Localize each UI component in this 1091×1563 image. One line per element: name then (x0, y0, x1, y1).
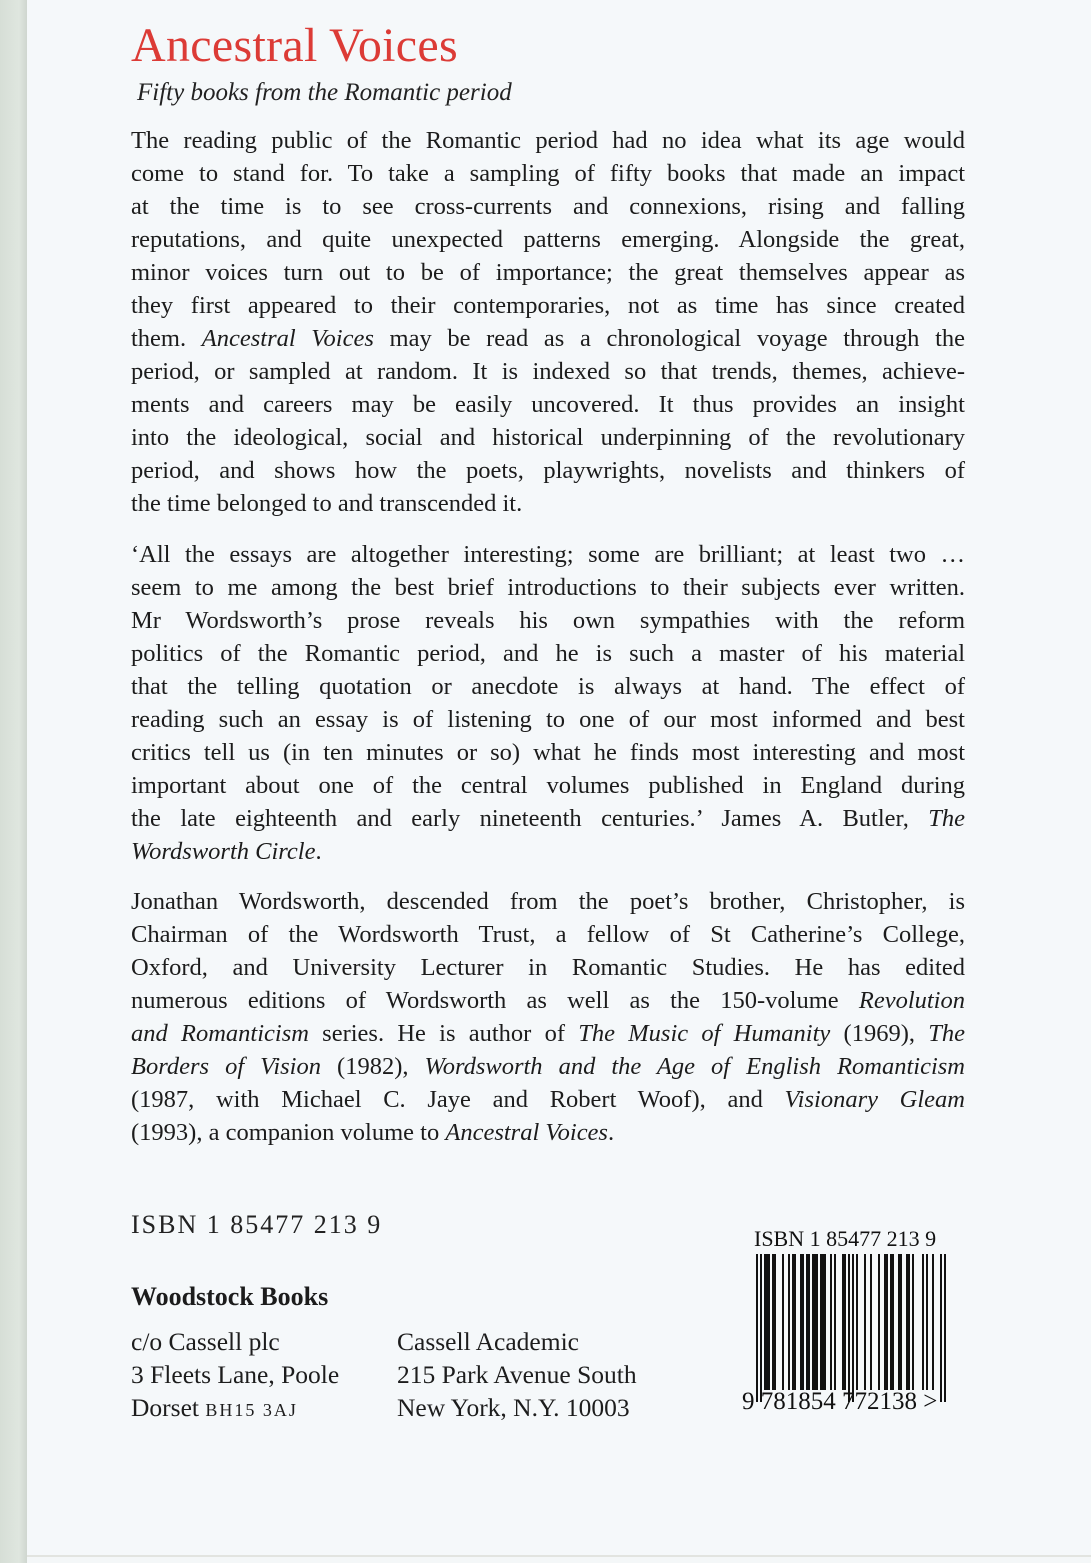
uk-postcode: BH15 3AJ (205, 1400, 298, 1420)
text-line: critics tell us (in ten minutes or so) what he finds most interesting and most (131, 739, 965, 766)
text-line: seem to me among the best brief introductions to their subjects ever written. (131, 574, 965, 601)
text-line: politics of the Romantic period, and he is such a master of his material (131, 640, 965, 667)
isbn-barcode (742, 1226, 957, 1416)
isbn-text: ISBN 1 85477 213 9 (131, 1210, 383, 1239)
uk-address-line: c/o Cassell plc (131, 1327, 280, 1356)
text-line: they first appeared to their contemporaries, not as time has since created (131, 292, 965, 319)
text-line: The reading public of the Romantic period had no idea what its age would (131, 127, 965, 154)
review-quote (131, 538, 965, 868)
italic-title: Ancestral Voices (201, 325, 374, 352)
text-line: the time belonged to and transcended it. (131, 490, 523, 517)
uk-address (131, 1325, 339, 1427)
text-line: at the time is to see cross-currents and connexions, rising and falling (131, 193, 965, 220)
text-line: Jonathan Wordsworth, descended from the poet’s brother, Christopher, is (131, 888, 965, 915)
text-line: Chairman of the Wordsworth Trust, a fellow of St Catherine’s College, (131, 921, 965, 948)
author-bio (131, 885, 965, 1149)
cover-text (131, 18, 965, 1149)
us-address-line: Cassell Academic (397, 1327, 579, 1356)
text-line: Oxford, and University Lecturer in Romantic Studies. He has edited (131, 954, 965, 981)
text-line: and Romanticism series. He is author of The Music of Humanity (1969), The (131, 1020, 965, 1047)
text-line: Borders of Vision (1982), Wordsworth and the Age of English Romanticism (131, 1053, 965, 1080)
book-subtitle: Fifty books from the Romantic period (137, 79, 512, 106)
barcode-icon (742, 1254, 952, 1404)
text-line: that the telling quotation or anecdote is always at hand. The effect of (131, 673, 965, 700)
text-line: reading such an essay is of listening to one of our most informed and best (131, 706, 965, 733)
italic-title: Borders of Vision (131, 1053, 321, 1080)
text-line: important about one of the central volumes published in England during (131, 772, 965, 799)
text-line: (1987, with Michael C. Jaye and Robert Woof), and Visionary Gleam (131, 1086, 966, 1113)
text-line: period, or sampled at random. It is indexed so that trends, themes, achieve- (131, 358, 965, 385)
book-spine-edge (0, 0, 27, 1563)
text-line: (1993), a companion volume to Ancestral Voices. (131, 1119, 615, 1146)
italic-title: The (928, 805, 965, 832)
text-line: Mr Wordsworth’s prose reveals his own sympathies with the reform (131, 607, 965, 634)
italic-title: Wordsworth Circle (131, 838, 316, 865)
text-line: them. Ancestral Voices may be read as a chronological voyage through the (131, 325, 966, 352)
text-line: numerous editions of Wordsworth as well as the 150-volume Revolution (131, 987, 965, 1014)
text-line: Wordsworth Circle. (131, 838, 322, 865)
italic-title: and Romanticism (131, 1020, 309, 1047)
italic-title: The (928, 1020, 965, 1047)
publisher-name: Woodstock Books (131, 1282, 329, 1311)
barcode-isbn-label: ISBN 1 85477 213 9 (754, 1226, 937, 1251)
barcode-digits: 9 781854 772138 > (742, 1388, 938, 1415)
italic-title: Visionary Gleam (784, 1086, 966, 1113)
text-line: minor voices turn out to be of importance; the great themselves appear as (131, 259, 965, 286)
text-line: the late eighteenth and early nineteenth centuries.’ James A. Butler, The (131, 805, 965, 832)
text-line: ‘All the essays are altogether interesting; some are brilliant; at least two … (131, 541, 965, 568)
italic-title: Ancestral Voices (445, 1119, 608, 1146)
italic-title: Revolution (858, 987, 965, 1014)
us-address-line: 215 Park Avenue South (397, 1360, 637, 1389)
us-address-line: New York, N.Y. 10003 (397, 1393, 630, 1422)
uk-address-line (131, 1391, 339, 1427)
text-line: come to stand for. To take a sampling of fifty books that made an impact (131, 160, 965, 187)
uk-address-line: 3 Fleets Lane, Poole (131, 1360, 340, 1389)
text-line: ments and careers may be easily uncovered. It thus provides an insight (131, 391, 965, 418)
us-address (397, 1325, 637, 1424)
text-line: into the ideological, social and historical underpinning of the revolutionary (131, 424, 965, 451)
italic-title: Wordsworth and the Age of English Romanticism (424, 1053, 965, 1080)
italic-title: The Music of Humanity (578, 1020, 831, 1047)
text-line: reputations, and quite unexpected patterns emerging. Alongside the great, (131, 226, 965, 253)
uk-county: Dorset (131, 1393, 206, 1422)
text-line: period, and shows how the poets, playwrights, novelists and thinkers of (131, 457, 965, 484)
book-title: Ancestral Voices (131, 19, 458, 72)
description-paragraph (131, 124, 965, 520)
